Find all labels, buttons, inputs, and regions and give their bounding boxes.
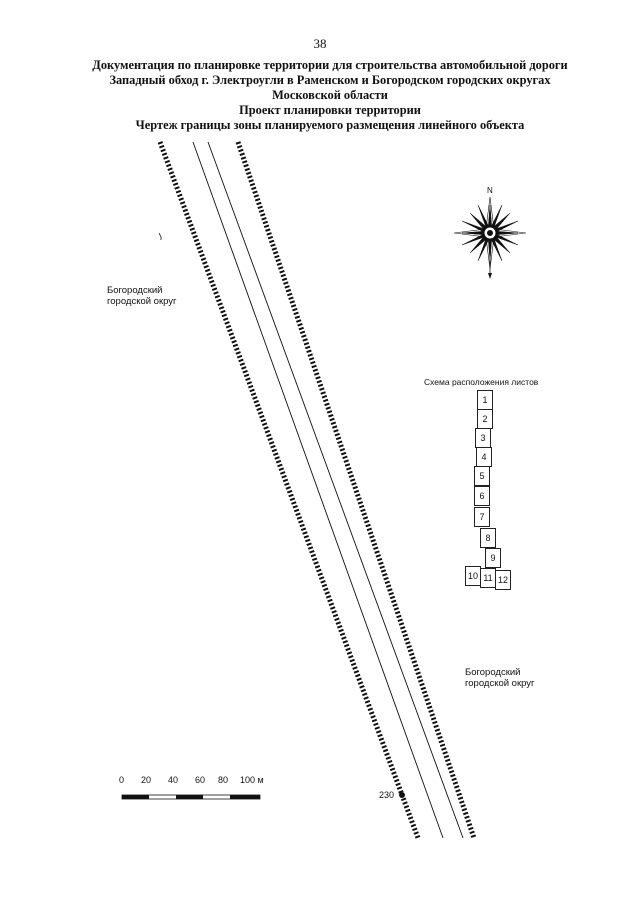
sheet-6: 6 [474,486,490,506]
title-line-3: Московской области [272,88,388,102]
sheet-7: 7 [474,507,490,527]
scale-tick-40: 40 [168,775,179,785]
title-line-1: Документация по планировке территории для строительства автомобильной дороги [92,58,568,72]
area-label-bottom-line-2: городской округ [465,678,535,689]
road-line-1 [193,142,443,838]
north-label: N [487,186,493,195]
scale-bar [122,795,260,799]
point-label: 230 [379,790,395,800]
area-label-top-line-1: Богородский [107,285,163,296]
scale-tick-60: 60 [195,775,206,785]
sheet-12: 12 [495,570,511,590]
area-label-bottom [465,667,535,689]
road-line-2 [208,142,463,838]
sheet-5: 5 [474,466,490,486]
sheet-3: 3 [475,428,491,448]
page-number: 38 [313,36,327,51]
point-marker [399,792,405,798]
sheet-4: 4 [476,447,492,467]
small-mark [159,233,161,240]
area-label-bottom-line-1: Богородский [465,667,521,678]
title-line-2: Западный обход г. Электроугли в Раменском и Богородском городских округах [109,73,551,87]
scale-tick-100: 100 м [240,775,264,785]
title-line-4: Проект планировки территории [239,103,421,117]
sheet-11: 11 [480,568,496,588]
sheet-9: 9 [485,548,501,568]
sheet-scheme-title: Схема расположения листов [424,377,539,387]
title-line-5: Чертеж границы зоны планируемого размещения линейного объекта [135,118,525,132]
area-label-top-line-2: городской округ [107,296,177,307]
zone-boundary-left [160,142,418,838]
scale-tick-20: 20 [141,775,152,785]
scale-tick-80: 80 [218,775,229,785]
sheet-1: 1 [477,390,493,410]
area-label-top [107,285,177,307]
compass-rose-icon [454,197,526,279]
sheet-8: 8 [480,528,496,548]
sheet-2: 2 [477,409,493,429]
zone-boundary-right [238,142,474,838]
sheet-10: 10 [465,566,481,586]
scale-tick-0: 0 [119,775,125,785]
